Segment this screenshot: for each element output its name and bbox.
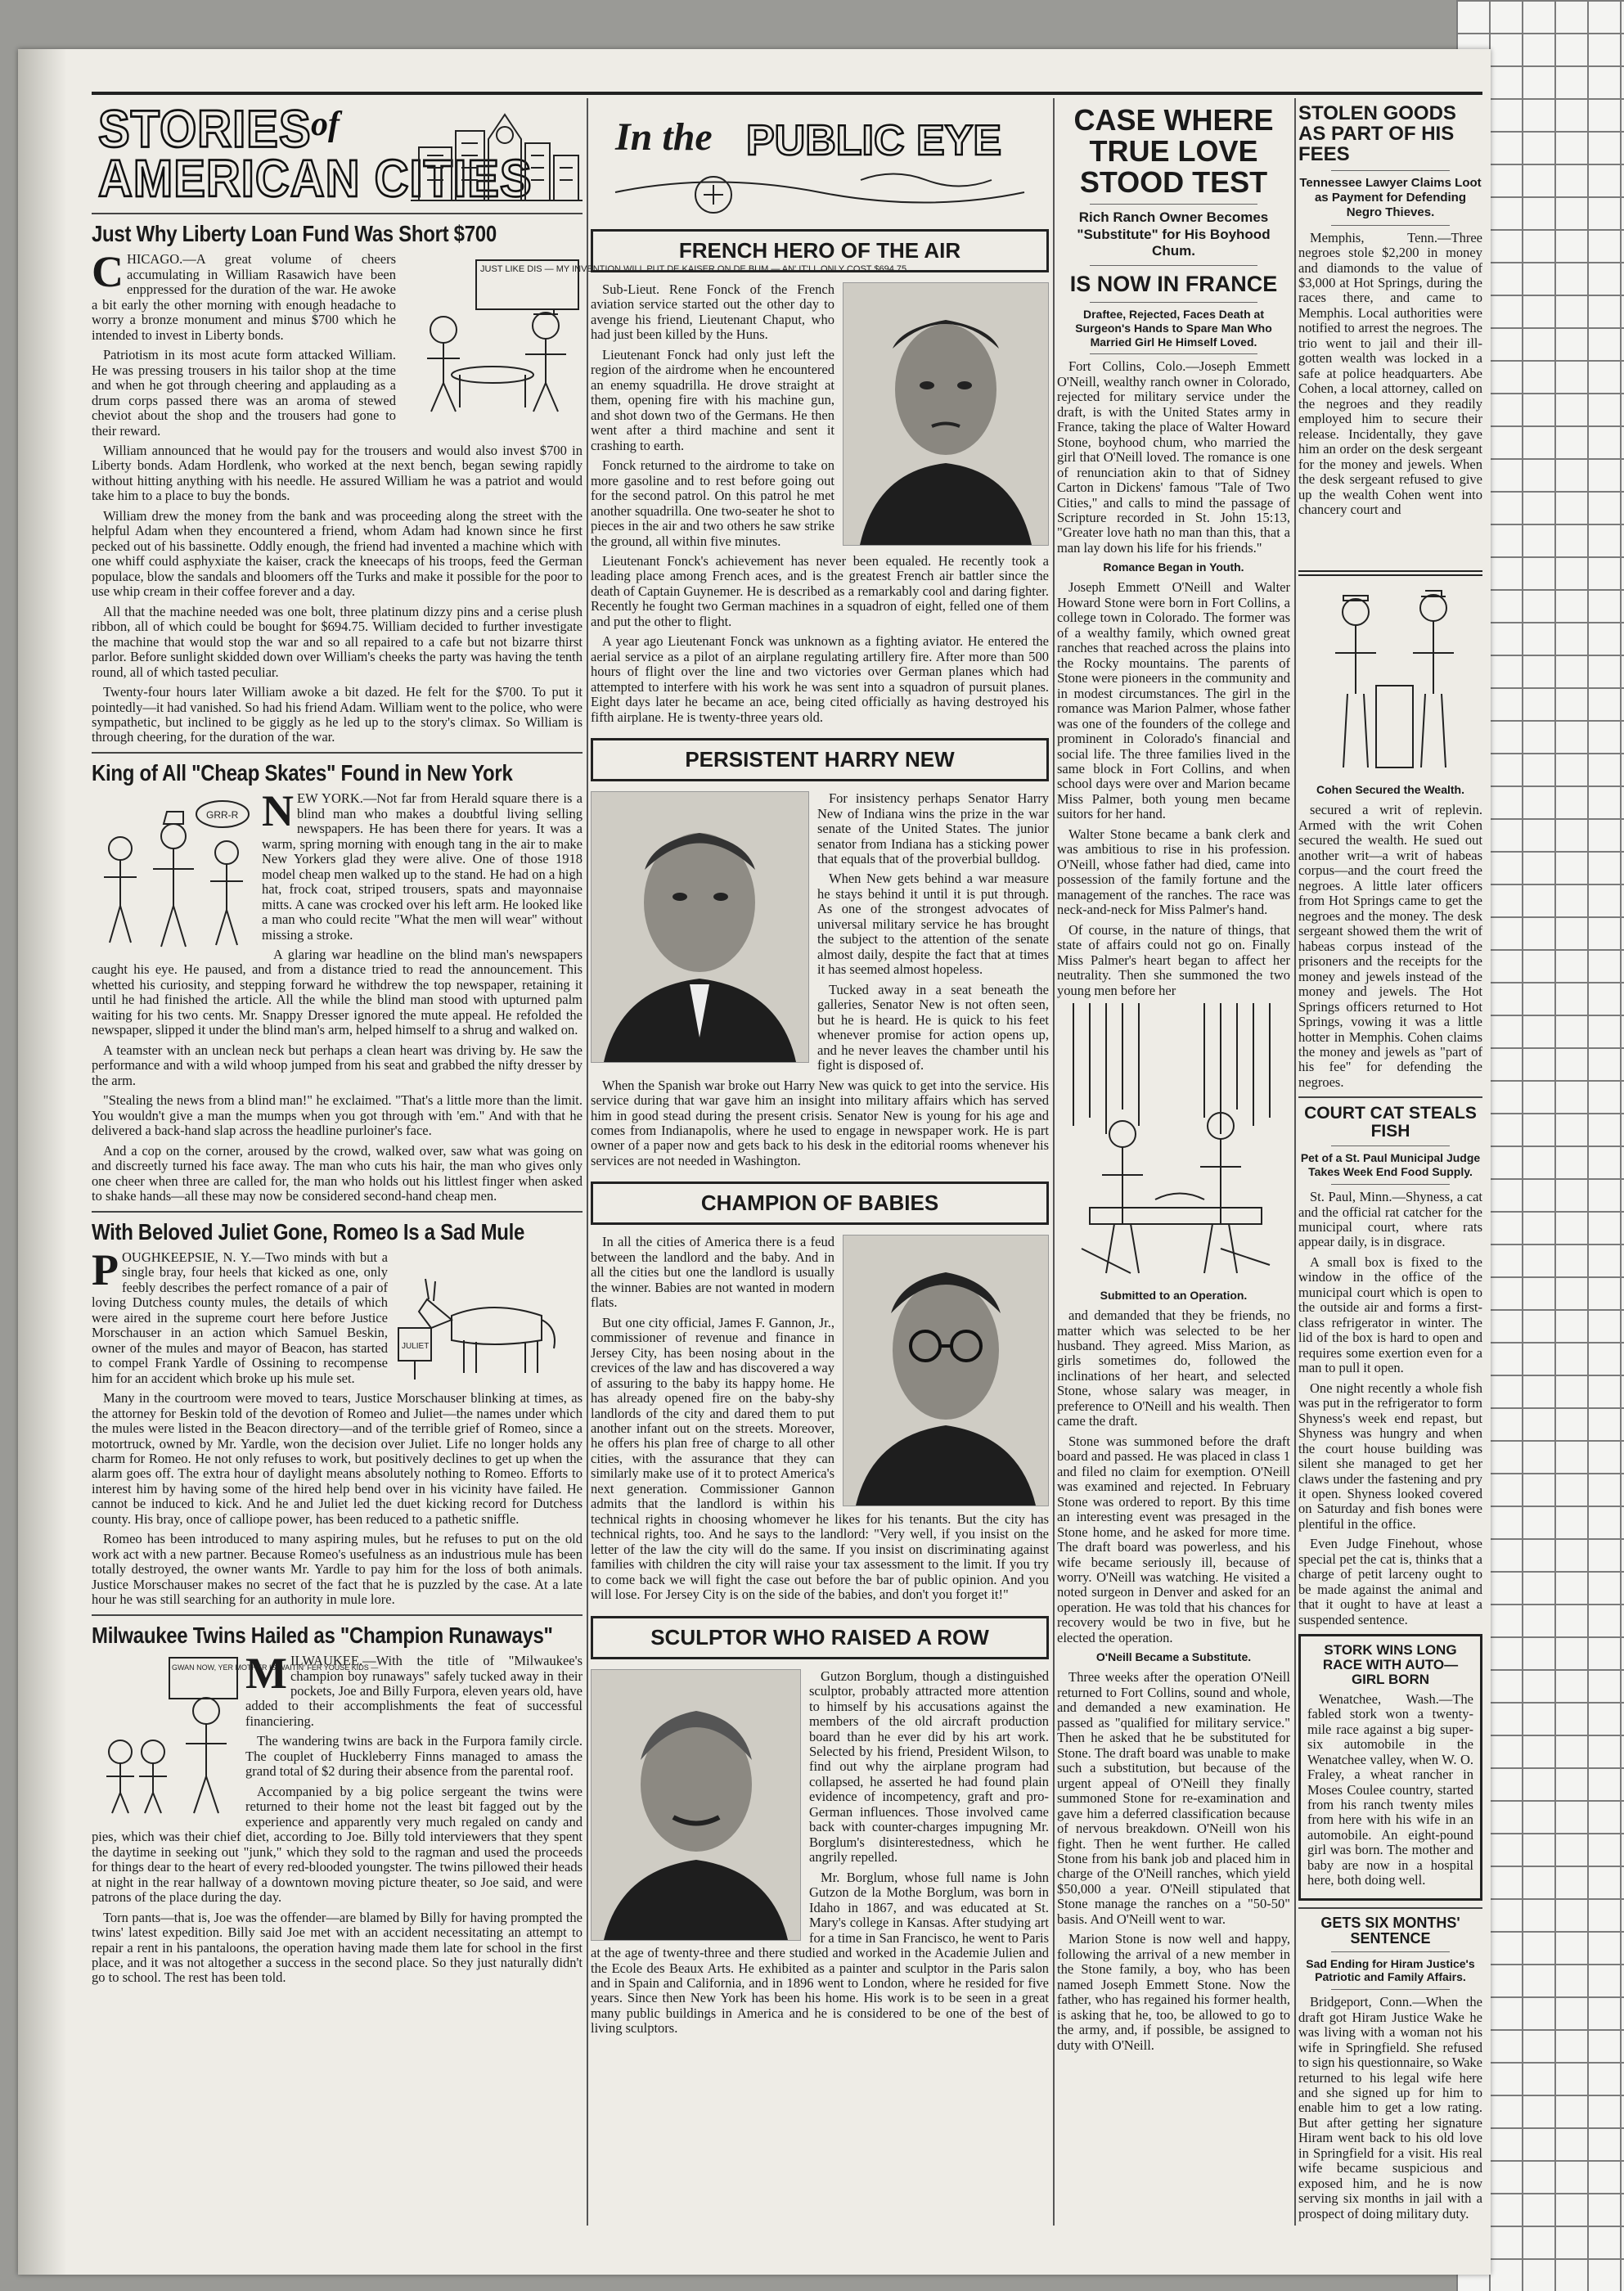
divider (92, 1614, 583, 1616)
city-skyline-illustration (411, 98, 583, 205)
paragraph: But one city official, James F. Gannon, Jr., commissioner of revenue and finance in Jersey City, has been nosing about in the crevices of the law and has discovered a way of assuring to the baby its happy home. He has already opened fire on the baby-shy landlords of the city and dared them to put another infant out on the streets. Moreover, he offers his plan free of charge to all other cities, with the assurance that they can similarly make use of it to protect America's next generation. Commissioner Gannon admits that the landlord is within his technical rights in choosing whomever he likes for his tenants. But the city has technical rights, too. And he says to the landlord: "Very well, if you insist on the letter of the law the city will do the same. If you insist on discriminating against families with children the city will raise your tax assessment to the limit. If you try to come back we will fight the case out before the bar of public opinion. And you will lose. For Jersey City is on the side of the babies, and don't you forget it!" (591, 1314, 1049, 1603)
boxed-headline: PERSISTENT HARRY NEW (591, 738, 1049, 781)
paragraph: Fort Collins, Colo.—Joseph Emmett O'Neill, wealthy ranch owner in Colorado, rejected for military service under the draft, is with the United States army in France, taking the place of Walter Howard Stone, boyhood chum, who married the girl that O'Neill loved. The romance is one of renunciation akin to that of Sidney Carton in Dickens' famous "Tale of Two Cities," and calls to mind the passage of Scripture recorded in St. John 15:13, "Greater love hath no man than this, that a man lay down his life for his friends." (1057, 358, 1290, 556)
story-champion-of-babies (591, 1182, 1049, 1602)
paragraph: Gutzon Borglum, though a distinguished sculptor, probably attracted more attention to himself by his accusations against the members of the old aircraft production board than he ever did by his art work. Selected by his friend, President Wilson, to find out why the airplane program had collapsed, he asserted he had found plain evidence of incompetency, graft and pro-German influences. Those involved came back with counter-charges impugning Mr. Borglum's disinterestedness, which he angrily repelled. (809, 1668, 1049, 1866)
column-3 (1057, 98, 1290, 2058)
top-rule (92, 92, 1482, 95)
divider (92, 1211, 583, 1213)
headline: Just Why Liberty Loan Fund Was Short $700 (92, 221, 497, 247)
column-rule (1053, 98, 1055, 2226)
divider (1090, 302, 1257, 303)
paragraph: When the Spanish war broke out Harry New was quick to get into the service. His service during that war gave him an insight into military affairs which has served him in good stead during the present crisis. Senator New is young for his age and comes from Indianapolis, where he used to engage in newspaper work. He is part owner of a paper now and gets back to his desk in the editorial rooms whenever his services are not needed in Washington. (591, 1077, 1049, 1168)
headline: With Beloved Juliet Gone, Romeo Is a Sad Mule (92, 1219, 525, 1245)
paragraph: Patriotism in its most acute form attacked William. He was pressing trousers in his tailor shop at the time and when he got through cheering and applauding as a drum corps passed there was an aroma of stewed cheviot about the shop and the trousers had gone to their reward. (92, 347, 396, 439)
paragraph: HICAGO.—A great volume of cheers accumulating in William Rasawich have been enppressed for the duration of the war. He awoke a bit early the other morning with enough headache to worry a bronze monument and minus $700 which he intended to invest in Liberty bonds. (92, 251, 396, 343)
story-milwaukee-twins (92, 1624, 583, 1986)
sign-text: JULIET (402, 1341, 430, 1351)
paragraph: A small box is fixed to the window in the office of the municipal court which is open to the outside air and forms a first-class refrigerator in winter. The lid of the box is hard to open and requires some exertion even for a man to pull it open. (1298, 1254, 1482, 1376)
divider (1298, 1096, 1482, 1098)
masthead-of: of (311, 106, 340, 143)
story-romeo-mule (92, 1221, 583, 1608)
paragraph: Lieutenant Fonck had only just left the region of the airdrome when he encountered an enemy squadrilla. He drove straight at them, opening fire with his machine gun, and shot down two of the Germans. He then went after a third machine and sent it crashing to earth. (591, 346, 834, 453)
story-stork-box (1298, 1634, 1482, 1901)
column-2 (591, 98, 1049, 2041)
drop-cap: C (92, 247, 124, 297)
headline: King of All "Cheap Skates" Found in New York (92, 760, 513, 786)
masthead-title: PUBLIC EYE (746, 117, 1002, 164)
subheadline: Sad Ending for Hiram Justice's Patriotic and Family Affairs. (1306, 1956, 1475, 1984)
paragraph: William announced that he would pay for the trousers and would also invest $700 in Liberty bonds. Adam Hordlenk, who worked at the next bench, began sewing rapidly without hitting anything with his needle. He assured William he was a patriot and would take him to a place to buy the bonds. (92, 443, 583, 504)
subhead: O'Neill Became a Substitute. (1095, 1650, 1252, 1664)
paragraph: For insistency perhaps Senator Harry New of Indiana wins the prize in the war senate of the United States. The junior senator from Indiana has a sticking power that equals that of the proverbial bulldog. (817, 790, 1049, 866)
headline: CASE WHERE TRUE LOVE STOOD TEST (1073, 103, 1274, 199)
paragraph: Many in the courtroom were moved to tears, Justice Morschauser blinking at times, as the attorney for Beskin told of the devotion of Romeo and Juliet—the names under which the mules were listed in the Beacon directory—and of the terrible grief of Romeo, since a motortruck, owned by Mr. Yardle, won the decision over Juliet. Life no longer holds any charm for Romeo. He not only refuses to work, but positively declines to get up when the alarm goes off. The extra hour of daylight means absolutely nothing to Romeo. Efforts to interest him by having some of the hired help bend over in his vicinity have failed. He cannot be induced to kick. And he and Juliet led the duet kicking record for Dutchess county. His bray, once of calliope power, has been reduced to a pathetic sniffle. (92, 1390, 583, 1527)
paragraph: When New gets behind a war measure he stays behind it until it is put through. As one of the strongest advocates of universal military service he has brought the subject to the attention of the senate almost daily, despite the fact that at times it has seemed almost hopeless. (817, 871, 1049, 978)
drop-cap: P (92, 1245, 119, 1294)
divider (1331, 225, 1450, 226)
eagle-emblem-illustration (615, 164, 1024, 221)
portrait-photo (843, 1235, 1049, 1506)
illustration-caption: Cohen Secured the Wealth. (1316, 783, 1464, 797)
paragraph: "Stealing the news from a blind man!" he exclaimed. "That's a little more than the limit. You wouldn't give a man the mumps when you got through with 'em." And with that he delivered a back-hand slap across the headline purloiner's face. (92, 1092, 583, 1139)
cartoon-bubble-text: GWAN NOW, YER MOTHER IS WAITIN' FER YOUSE KIDS — (172, 1663, 379, 1672)
courtroom-illustration (1298, 522, 1482, 776)
paragraph: A teamster with an unclean neck but perhaps a clean heart was driving by. He saw the performance and with a wild whoop jumped from his seat and grabbed the nifty dresser by the arm. (92, 1042, 583, 1088)
boxed-headline: FRENCH HERO OF THE AIR (591, 229, 1049, 272)
subheadline: Draftee, Rejected, Faces Death at Surgeon's Hands to Spare Man Who Married Girl He Himself Loved. (1075, 307, 1272, 349)
paragraph: Fonck returned to the airdrome to take on more gasoline and to rest before going out for the second patrol. On this patrol he met another squadrilla. One two-seater he shot to pieces in the air and two others he saw strike the ground, all within five minutes. (591, 457, 834, 549)
paragraph: One night recently a whole fish was put in the refrigerator to form Shyness's week end repast, but Shyness was hungry and when the court house building was silent she managed to get her claws under the fastening and pry it open. Shyness looked covered on Saturday and fish bones were plentiful in the office. (1298, 1380, 1482, 1532)
newspaper-page (18, 49, 1491, 2275)
story-court-cat (1298, 1105, 1482, 1627)
paragraph: The wandering twins are back in the Furpora family circle. The couplet of Huckleberry Finns managed to amass the grand total of $2 during their absence from the parental roof. (245, 1733, 583, 1780)
paragraph: Bridgeport, Conn.—When the draft got Hiram Justice Wake he was living with a woman not his wife in Springfield. She refused to sign his questionnaire, so Wake returned to his legal wife here and she signed up for him to enable him to get a low rating. But after getting her signature Hiram went back to his old love in Springfield for a visit. His real wife became suspicious and exposed him, and he is now serving six months in jail with a prospect of doing military duty. (1298, 1994, 1482, 2221)
paragraph: A glaring war headline on the blind man's newspapers caught his eye. He paused, and from a distance tried to read the announcement. This whetted his curiosity, and stepping forward he withdrew the top newspaper, retaining it until he had finished the article. All the while the blind man stood with upturned palm waiting for his two cents. Mr. Snappy Dresser ignored the mute appeal. He refolded the newspaper, slipped it under the blind man's arm, helped himself to a shrug and walked on. (92, 947, 583, 1038)
operation-illustration (1057, 1003, 1290, 1281)
divider (1331, 1951, 1450, 1952)
paragraph: Joseph Emmett O'Neill and Walter Howard Stone were born in Fort Collins, a college town in Colorado. The former was of a wealthy family, which owned great ranches that reached across the plains into the Rocky mountains. The parents of Stone were pioneers in the community and in modest circumstances. The girl in the romance was Marion Palmer, whose father was one of the founders of the college and prominent in Colorado's financial and social life. The three families lived in the same block in Fort Collins, and when school days were over and Marion became Miss Palmer, both young men became suitors for her hand. (1057, 579, 1290, 822)
headline: COURT CAT STEALS FISH (1304, 1104, 1477, 1141)
divider (1298, 1907, 1482, 1909)
headline: Milwaukee Twins Hailed as "Champion Runaways" (92, 1623, 553, 1649)
paragraph: Of course, in the nature of things, that state of affairs could not go on. Finally Miss Palmer's heart began to affect her neutrality. Then she summoned the two young men before her (1057, 921, 1290, 998)
cheap-skate-cartoon-illustration (92, 791, 255, 955)
portrait-photo (591, 791, 809, 1063)
column-rule (587, 98, 588, 2226)
drop-cap: N (262, 786, 294, 836)
boxed-headline: SCULPTOR WHO RAISED A ROW (591, 1616, 1049, 1659)
mule-cartoon-illustration (394, 1250, 583, 1381)
divider (92, 752, 583, 754)
illustration-caption: Submitted to an Operation. (1100, 1289, 1248, 1303)
divider (1090, 353, 1257, 354)
masthead-in-the: In the (615, 115, 713, 159)
twins-cartoon-illustration (92, 1654, 379, 1817)
paragraph: In all the cities of America there is a feud between the landlord and the baby. And in all the cities but one the landlord is usually the winner. Babies are not wanted in modern flats. (591, 1234, 834, 1311)
subheadline: Tennessee Lawyer Claims Loot as Payment for Defending Negro Thieves. (1299, 175, 1482, 219)
paragraph: Three weeks after the operation O'Neill returned to Fort Collins, sound and whole, and demanded a new examination. He passed as "qualified for military service." Then he asked that he be substituted for Stone. The draft board was unable to make such a substitution, but because of the urgent appeal of O'Neill they finally summoned Stone for re-examination and gave him a deferred classification because of nervous breakdown. O'Neill won his fight. Then he went further. He called Stone from his bank job and placed him in charge of the O'Neill ranches, which yield $50,000 a year. O'Neill stipulated that Stone manage the ranches on a "50-50" basis. And O'Neill went to war. (1057, 1669, 1290, 1927)
paragraph: Stone was summoned before the draft board and passed. He was placed in class 1 and filed no claim for exemption. O'Neill was examined and rejected. In February Stone was ordered to report. By this time an interesting event was presaged in the Stone home, and he asked for more time. The draft board was powerless, and his wife became seriously ill, because of worry. O'Neill was watching. He visited a noted surgeon in Denver and asked for an operation. He was told that his chances for recovery would be two in five, but he elected the operation. (1057, 1433, 1290, 1645)
story-stolen-goods (1298, 103, 1482, 1090)
paragraph: Sub-Lieut. Rene Fonck of the French aviation service started out the other day to avenge his friend, Lieutenant Chaput, who had just been killed by the Huns. (591, 281, 834, 343)
subheadline: Pet of a St. Paul Municipal Judge Takes Week End Food Supply. (1300, 1151, 1481, 1179)
paragraph: Marion Stone is now well and happy, following the arrival of a new member in the Stone family, a boy, who has been named Joseph Emmett Stone. Now the father, who has regained his former health, is asking that he, too, be allowed to go to the army, and, if possible, be assigned to duty with O'Neill. (1057, 1931, 1290, 2053)
headline: IS NOW IN FRANCE (1069, 271, 1278, 296)
paragraph: Wenatchee, Wash.—The fabled stork won a twenty-mile race against a big super-six automobile in the Wenatchee valley, when W. O. Fraley, a wheat rancher in Moses Coulee country, started from his ranch twenty miles from here with his wife in an automobile. An eight-pound girl was born. The mother and baby are now in a hospital here, both doing well. (1307, 1690, 1473, 1888)
portrait-photo (843, 282, 1049, 546)
headline: STORK WINS LONG RACE WITH AUTO—GIRL BORN (1322, 1642, 1459, 1687)
column-4 (1298, 98, 1482, 2226)
paragraph: A year ago Lieutenant Fonck was unknown as a fighting aviator. He entered the aerial service as a pilot of an airplane regulating artillery fire. After more than 500 hours of flight over the line and two victories over German planes which had attempted to interfere with his work he was sent into a squadron of pursuit planes. Eight days later he became an ace, being cited officially as having destroyed his fifth airplane. He is twenty-three years old. (591, 633, 1049, 725)
cartoon-bubble-text: JUST LIKE DIS — MY INVENTION WILL PUT DE KAISER ON DE BUM — AN' IT'LL ONLY COST $694.75 (480, 264, 907, 275)
paragraph: Walter Stone became a bank clerk and was ambitious to rise in his profession. O'Neill, whose father had died, came into possession of the family fortune and the management of the ranches. The race was neck-and-neck for Miss Palmer's hand. (1057, 826, 1290, 918)
cartoon-bubble-text: GRR-R (206, 809, 239, 821)
paragraph: Torn pants—that is, Joe was the offender—are blamed by Billy for having prompted the twins' latest expedition. Billy said Joe met with an accident necessitating an attempt to repair a rent in his pantaloons, the operation having made them late for school in the first place, and it was not altogether a success in the second place. So they just naturally didn't go to school. The rest has been told. (92, 1909, 583, 1986)
divider (1331, 170, 1450, 171)
paragraph: Tucked away in a seat beneath the galleries, Senator New is not often seen, but he is heard. He is quick to his feet whenever promise for action opens up, and he never leaves the chamber until his fight is disposed of. (817, 981, 1049, 1073)
paragraph: Lieutenant Fonck's achievement has never been equaled. He recently took a leading place among French aces, and is the greatest French air battler since the death of Captain Guynemer. He is described as a remarkably cool and daring fighter. Recently he fought two German machines in a squadron of eight, felled one of them and put the other to flight. (591, 552, 1049, 629)
headline: GETS SIX MONTHS' SENTENCE (1320, 1914, 1460, 1947)
divider (1331, 1989, 1450, 1990)
divider (1331, 1184, 1450, 1185)
paragraph: Accompanied by a big police sergeant the twins were returned to their home not the least bit fagged out by the experience and apparently very much regaled on candy and pies, which was their chief diet, according to Joe. Billy told interviewers that they spent the daytime in seeking out "junk," which they sold to the ragman and used the proceeds for things dear to the heart of every red-blooded youngster. The twins pillowed their heads at night in the rear hallway of a downtown moving picture theater, so Joe said, and were patrons of the place during the day. (92, 1783, 583, 1906)
paragraph: secured a writ of replevin. Armed with the writ Cohen secured the wealth. He sued out another writ—a writ of habeas corpus—and the court freed the negroes. A little later officers from Hot Springs came to get the negroes and the money. The desk sergeant showed them the writ of habeas corpus instead of the prisoners and the receipts for the money and jewels instead of the money and jewels. The Hot Springs officers returned to Hot Springs, vowing it was a little hotter in Memphis. Cohen claims the money and jewels as "part of his fee" for defending the negroes. (1298, 802, 1482, 1090)
subheadline: Rich Ranch Owner Becomes "Substitute" for His Boyhood Chum. (1077, 209, 1271, 259)
paragraph: Twenty-four hours later William awoke a bit dazed. He felt for the $700. To put it pointedly—it had vanished. So had his friend Adam. William went to the police, who were sympathetic, but inclined to be giggly as he led up to the story's climax. So William is through cheering, for the duration of the war. (92, 684, 583, 745)
story-sculptor (591, 1616, 1049, 2037)
masthead-title: STORIES AMERICAN CITIES (98, 100, 533, 209)
masthead-stories-of-american-cities (92, 98, 583, 214)
story-harry-new (591, 738, 1049, 1168)
paragraph: Even Judge Finehout, whose special pet the cat is, thinks that a charge of petit larceny ought to be made against the animal and that it ought to have at least a suspended sentence. (1298, 1536, 1482, 1627)
drop-cap: M (245, 1649, 287, 1699)
story-cheap-skates (92, 762, 583, 1204)
paragraph: Romeo has been introduced to many aspiring mules, but he refuses to put on the old work act with a new partner. Because Romeo's usefulness as an industrious mule has been totally destroyed, the owner wants Mr. Yardle to pay him for the loss of both animals. Justice Morschauser makes no secret of the fact that he is puzzled by the case. At a late hour he was still searching for an authority in mule lore. (92, 1531, 583, 1608)
paragraph: St. Paul, Minn.—Shyness, a cat and the official rat catcher for the municipal court, where rats appear daily, is in disgrace. (1298, 1189, 1482, 1250)
masthead-in-the-public-eye (591, 98, 1049, 221)
paragraph: OUGHKEEPSIE, N. Y.—Two minds with but a single bray, four heels that kicked as one, only feebly describes the perfect romance of a pair of loving Dutchess county mules, the details of which were aired in the supreme court here before Justice Morschauser in an action which Samuel Beskin, owner of the mules and mayor of Beacon, has started to compel Frank Yardle of Ossining to recompense him for an accident which broke up his mule set. (92, 1249, 388, 1386)
paragraph: William drew the money from the bank and was proceeding along the street with the helpful Adam when they encountered a friend, whom Adam had known since he first pecked out of his bassinette. Oddly enough, the friend had invented a machine which with one whiff could asphyxiate the kaiser, crack the kneecaps of his troops, feed the German populace, blow the sandals and bloomers off the Turks and make it possible for the poor to use whip cream in their coffee forever and a day. (92, 507, 583, 600)
portrait-photo (591, 1669, 801, 1941)
story-six-months (1298, 1915, 1482, 2221)
headline: STOLEN GOODS AS PART OF HIS FEES (1298, 102, 1456, 166)
paragraph: And a cop on the corner, aroused by the crowd, walked over, saw what was going on and discreetly turned his face away. The man who cuts his hair, the man who gives only one cheer when three are called for, the man who holds out his littlest finger when asked to shake hands—all these may now be considered second-hand cheap men. (92, 1142, 583, 1204)
paragraph: Mr. Borglum, whose full name is John Gutzon de la Mothe Borglum, was born in Idaho in 1867, and was educated at St. Mary's college in Kansas. After studying art for a time in San Francisco, he went to Paris at the age of twenty-three and there studied and worked in the Academie Julien and the Ecole des Beaux Arts. He exhibited as a painter and sculptor in the Paris salon and in Spain and California, and in 1896 went to London, where he resided for five years. Since then New York has been his home. His work is to be seen in a great many public buildings in America and he is considered to be one of the best of living sculptors. (591, 1869, 1049, 2037)
paragraph: Memphis, Tenn.—Three negroes stole $2,200 in money and diamonds to the value of $3,000 at Hot Springs, during the races there, and came to Memphis. Local authorities were notified to arrest the negroes. The trio went to jail and their ill-gotten wealth was locked in a safe at police headquarters. Abe Cohen, a local attorney, called on the negroes and they readily employed him to secure their release. Incidentally, they gave him an order on the desk sergeant for the money and jewels. When the desk sergeant refused to give up the wealth Cohen went into chancery court and (1298, 229, 1482, 517)
divider (1090, 204, 1257, 205)
paragraph: All that the machine needed was one bolt, three platinum dizzy pins and a cerise plush ribbon, all of which could be bought for $694.75. William decided to further investigate the machine that would stop the war and so all repaired to a cafe but not bizarre thirst parlor. Before sunlight skidded down over William's cheeks the party was having the tenth round, all of which tasted peculiar. (92, 603, 583, 680)
paragraph: ILWAUKEE.—With the title of "Milwaukee's champion boy runaways" safely tucked away in their pockets, Joe and Billy Furpora, eleven years old, have added to their accomplishments the feat of successful financiering. (245, 1653, 583, 1729)
divider (1090, 265, 1257, 266)
boxed-headline: CHAMPION OF BABIES (591, 1182, 1049, 1225)
subhead: Romance Began in Youth. (1103, 560, 1244, 574)
column-rule (1294, 98, 1296, 2226)
story-french-hero (591, 229, 1049, 725)
paragraph: EW YORK.—Not far from Herald square there is a blind man who makes a doubtful living selling newspapers. He has been there for years. It was a warm, spring morning with enough tang in the air to make New Yorkers glad they were alive. One of those 1918 model cheap men walked up to the stand. He had on a high hat, frock coat, striped trousers, spats and mayonnaise mitts. A cane was crocked over his left arm. He looked like a man who could recite "What the men will wear" without missing a stroke. (262, 790, 583, 943)
paragraph: and demanded that they be friends, no matter which was selected to be her husband. They agreed. Miss Marion, as girls sometimes do, followed the inclinations of her heart, and selected Stone, whose salary was meager, in preference to O'Neill and his wealth. Then came the draft. (1057, 1308, 1290, 1429)
